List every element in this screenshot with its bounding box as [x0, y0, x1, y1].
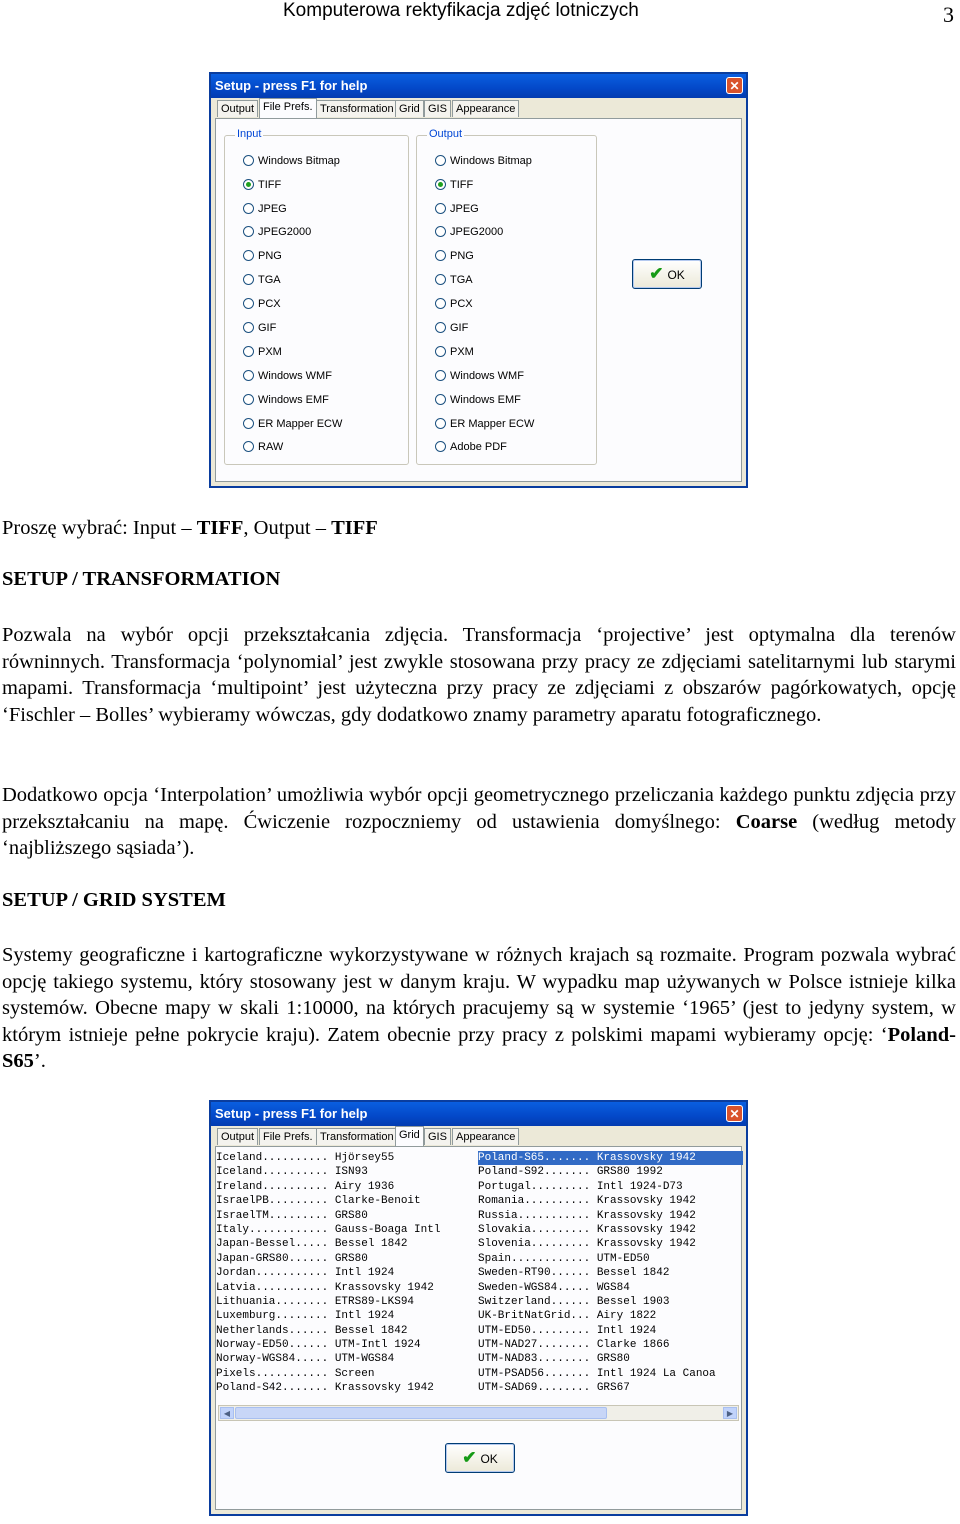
radio-label: Windows Bitmap — [258, 155, 340, 167]
tab-panel — [215, 118, 742, 482]
radio-circle-icon — [243, 298, 254, 309]
tab-appearance[interactable]: Appearance — [452, 1128, 519, 1145]
radio-circle-icon — [243, 394, 254, 405]
radio-circle-icon — [435, 370, 446, 381]
tab-output[interactable]: Output — [217, 100, 258, 117]
list-item[interactable]: IsraelPB......... Clarke-Benoit — [216, 1195, 421, 1208]
radio-circle-icon — [243, 418, 254, 429]
tab-output[interactable]: Output — [217, 1128, 258, 1145]
input-radio-er-mapper-ecw[interactable] — [243, 417, 342, 431]
input-radio-tga[interactable] — [243, 273, 281, 287]
radio-label: PCX — [450, 298, 473, 310]
list-item[interactable]: Poland-S92....... GRS80 1992 — [478, 1166, 663, 1179]
list-item[interactable]: Lithuania........ ETRS89-LKS94 — [216, 1295, 415, 1308]
list-item[interactable]: Norway-ED50...... UTM-Intl 1924 — [216, 1339, 421, 1352]
ok-label: OK — [480, 1452, 498, 1466]
input-radio-raw[interactable] — [243, 440, 283, 454]
list-item[interactable]: Spain............ UTM-ED50 — [478, 1252, 650, 1265]
section-heading-transformation: SETUP / TRANSFORMATION — [2, 568, 281, 590]
interpolation-paragraph — [2, 782, 956, 862]
tab-file-prefs[interactable]: File Prefs. — [259, 1128, 317, 1145]
ok-button[interactable] — [445, 1443, 515, 1473]
output-radio-jpeg[interactable] — [435, 202, 479, 216]
radio-label: Adobe PDF — [450, 441, 507, 453]
output-radio-tiff[interactable] — [435, 178, 473, 192]
radio-circle-icon — [435, 394, 446, 405]
input-radio-tiff[interactable] — [243, 178, 281, 192]
grid-system-list-left — [216, 1151, 478, 1396]
radio-label: Windows WMF — [258, 370, 332, 382]
list-item[interactable]: UK-BritNatGrid... Airy 1822 — [478, 1310, 657, 1323]
list-item[interactable]: Latvia........... Krassovsky 1942 — [216, 1281, 434, 1294]
radio-circle-icon — [435, 250, 446, 261]
list-item[interactable]: Ireland.......... Airy 1936 — [216, 1180, 395, 1193]
tab-transformation[interactable]: Transformation — [316, 1128, 398, 1145]
input-radio-pcx[interactable] — [243, 297, 281, 311]
dialog-title: Setup - press F1 for help — [215, 1106, 368, 1121]
scrollbar-thumb[interactable] — [235, 1407, 607, 1419]
radio-label: ER Mapper ECW — [258, 418, 343, 430]
list-item-selected[interactable]: Poland-S65....... Krassovsky 1942 — [478, 1151, 743, 1165]
input-radio-gif[interactable] — [243, 321, 276, 335]
output-radio-windows-bitmap[interactable] — [435, 154, 532, 168]
tab-transformation[interactable]: Transformation — [316, 100, 398, 117]
radio-label: JPEG — [450, 203, 479, 215]
radio-circle-icon — [435, 203, 446, 214]
dialog-title: Setup - press F1 for help — [215, 78, 368, 93]
output-radio-er-mapper-ecw[interactable] — [435, 417, 534, 431]
list-item[interactable]: Sweden-WGS84..... WGS84 — [478, 1281, 630, 1294]
input-radio-windows-wmf[interactable] — [243, 369, 332, 383]
list-item[interactable]: Jordan........... Intl 1924 — [216, 1267, 395, 1280]
list-item[interactable]: Switzerland...... Bessel 1903 — [478, 1295, 670, 1308]
tab-panel — [215, 1146, 742, 1510]
radio-circle-icon — [243, 155, 254, 166]
grid-system-list-right — [478, 1151, 743, 1396]
radio-label: PXM — [258, 346, 282, 358]
radio-label: GIF — [450, 322, 469, 334]
tab-grid[interactable]: Grid — [395, 1126, 424, 1146]
radio-label: ER Mapper ECW — [450, 418, 535, 430]
radio-circle-icon — [243, 274, 254, 285]
tab-gis[interactable]: GIS — [424, 100, 451, 117]
list-item[interactable]: Portugal......... Intl 1924-D73 — [478, 1180, 683, 1193]
dialog-title-bar — [211, 1102, 746, 1126]
radio-label: Windows EMF — [258, 394, 329, 406]
list-item[interactable]: Italy............ Gauss-Boaga Intl — [216, 1223, 441, 1236]
list-item[interactable]: Russia........... Krassovsky 1942 — [478, 1209, 696, 1222]
radio-label: TIFF — [258, 179, 282, 191]
radio-selected-icon — [243, 179, 254, 190]
radio-circle-icon — [243, 346, 254, 357]
radio-label: JPEG2000 — [450, 226, 504, 238]
scroll-right-icon[interactable]: ▶ — [723, 1407, 737, 1419]
bold-run: TIFF — [331, 517, 378, 539]
scroll-left-icon[interactable]: ◀ — [220, 1407, 234, 1419]
page-header-title: Komputerowa rektyfikacja zdjęć lotniczych — [283, 0, 639, 21]
radio-label: TIFF — [450, 179, 474, 191]
transformation-paragraph: Pozwala na wybór opcji przekształcania zdjęcia. Transformacja ‘projective’ jest optymalna dla terenów równinnych. Transformacja ‘polynomial’ jest zwykle stosowana przy pracy ze zdjęciami satelitarnymi lub starymi mapami. Transformacja ‘multipoint’ jest użyteczna przy pracy ze zdjęciami z obszarów pagórkowatych, opcję ‘Fischler – Bolles’ wybieramy wówczas, gdy dodatkowo znamy parametry aparatu fotograficznego. — [2, 624, 956, 726]
radio-circle-icon — [435, 418, 446, 429]
radio-label: Windows Bitmap — [450, 155, 532, 167]
radio-label: PXM — [450, 346, 474, 358]
radio-label: RAW — [258, 441, 284, 453]
radio-label: PNG — [450, 250, 474, 262]
input-radio-jpeg[interactable] — [243, 202, 287, 216]
tab-bar — [211, 1126, 746, 1146]
output-radio-windows-emf[interactable] — [435, 393, 521, 407]
list-item[interactable]: Netherlands...... Bessel 1842 — [216, 1324, 408, 1337]
list-item[interactable]: UTM-SAD69........ GRS67 — [478, 1382, 630, 1395]
text-run: Dodatkowo opcja ‘Interpolation’ umożliwia wybór opcji geometrycznego przeliczania każdego punktu zdjęcia przy przekształcaniu na mapę. Ćwiczenie rozpoczniemy od ustawienia domyślnego: — [2, 784, 956, 833]
page-number: 3 — [943, 2, 954, 27]
list-item[interactable]: UTM-ED50......... Intl 1924 — [478, 1324, 657, 1337]
horizontal-scrollbar[interactable] — [218, 1405, 739, 1421]
radio-circle-icon — [435, 274, 446, 285]
output-radio-tga[interactable] — [435, 273, 473, 287]
tab-grid[interactable]: Grid — [395, 100, 424, 117]
list-item[interactable]: UTM-NAD27........ Clarke 1866 — [478, 1339, 670, 1352]
tab-file-prefs[interactable]: File Prefs. — [259, 98, 317, 118]
radio-circle-icon — [435, 155, 446, 166]
radio-circle-icon — [435, 346, 446, 357]
output-radio-pxm[interactable] — [435, 345, 474, 359]
radio-circle-icon — [243, 226, 254, 237]
close-icon[interactable]: ✕ — [726, 1105, 743, 1122]
grid-system-paragraph — [2, 942, 956, 1075]
output-radio-jpeg2000[interactable] — [435, 225, 503, 239]
radio-circle-icon — [243, 250, 254, 261]
page-header — [0, 0, 960, 26]
bold-run: Poland-S65 — [2, 1023, 956, 1073]
input-radio-windows-bitmap[interactable] — [243, 154, 340, 168]
tab-appearance[interactable]: Appearance — [452, 100, 519, 117]
text-run: , Output – — [243, 517, 332, 539]
list-item[interactable]: Japan-GRS80...... GRS80 — [216, 1252, 368, 1265]
radio-label: PNG — [258, 250, 282, 262]
list-item[interactable]: Poland-S42....... Krassovsky 1942 — [216, 1382, 434, 1395]
list-item[interactable]: Slovakia......... Krassovsky 1942 — [478, 1223, 696, 1236]
list-item[interactable]: Sweden-RT90...... Bessel 1842 — [478, 1267, 670, 1280]
radio-label: Windows EMF — [450, 394, 521, 406]
output-radio-pcx[interactable] — [435, 297, 473, 311]
radio-label: PCX — [258, 298, 281, 310]
input-radio-pxm[interactable] — [243, 345, 282, 359]
radio-label: Windows WMF — [450, 370, 524, 382]
list-item[interactable]: Slovenia......... Krassovsky 1942 — [478, 1238, 696, 1251]
list-item[interactable]: Iceland.......... ISN93 — [216, 1166, 368, 1179]
section-heading-grid-system: SETUP / GRID SYSTEM — [2, 889, 226, 911]
input-radio-jpeg2000[interactable] — [243, 225, 311, 239]
list-item[interactable]: Japan-Bessel..... Bessel 1842 — [216, 1238, 408, 1251]
input-radio-png[interactable] — [243, 249, 282, 263]
text-run: (według metody ‘najbliższego sąsiada’). — [2, 810, 956, 860]
radio-circle-icon — [243, 203, 254, 214]
list-item[interactable]: UTM-NAD83........ GRS80 — [478, 1353, 630, 1366]
dialog-title-bar — [211, 74, 746, 98]
output-group — [416, 128, 597, 465]
radio-circle-icon — [435, 298, 446, 309]
setup-dialog-file-prefs — [209, 72, 748, 488]
tab-bar — [211, 98, 746, 118]
output-radio-windows-wmf[interactable] — [435, 369, 524, 383]
input-radio-windows-emf[interactable] — [243, 393, 329, 407]
radio-label: TGA — [258, 274, 281, 286]
checkmark-icon: ✔ — [462, 1448, 477, 1467]
instruction-paragraph — [2, 515, 956, 542]
ok-button[interactable] — [632, 259, 702, 289]
setup-dialog-grid — [209, 1100, 748, 1516]
list-item[interactable]: UTM-PSAD56....... Intl 1924 La Canoa — [478, 1367, 716, 1380]
list-item[interactable]: Iceland.......... Hjörsey55 — [216, 1152, 395, 1164]
list-item[interactable]: Norway-WGS84..... UTM-WGS84 — [216, 1353, 395, 1366]
bold-run: Coarse — [735, 810, 798, 833]
radio-label: JPEG — [258, 203, 287, 215]
input-group-label: Input — [237, 128, 262, 140]
list-item[interactable]: Pixels........... Screen — [216, 1367, 375, 1380]
radio-circle-icon — [435, 322, 446, 333]
output-group-label: Output — [429, 128, 463, 140]
bold-run: TIFF — [196, 517, 244, 539]
checkmark-icon: ✔ — [649, 264, 664, 283]
list-item[interactable]: Luxemburg........ Intl 1924 — [216, 1310, 395, 1323]
list-item[interactable]: Romania.......... Krassovsky 1942 — [478, 1195, 696, 1208]
radio-label: GIF — [258, 322, 277, 334]
radio-selected-icon — [435, 179, 446, 190]
radio-circle-icon — [435, 226, 446, 237]
tab-gis[interactable]: GIS — [424, 1128, 451, 1145]
input-group — [224, 128, 409, 465]
output-radio-adobe-pdf[interactable] — [435, 440, 507, 454]
list-item[interactable]: IsraelTM......... GRS80 — [216, 1209, 368, 1222]
text-run: Proszę wybrać: Input – — [2, 517, 197, 539]
radio-circle-icon — [243, 322, 254, 333]
text-run: Systemy geograficzne i kartograficzne wykorzystywane w różnych krajach są rozmaite. Program pozwala wybrać opcję takiego systemu, który stosowany jest w danym kraju. W wypadku map używanych w Polsce istnieje kilka systemów. Obecne mapy w skali 1:10000, na których pracujemy są w systemie ‘1965’ (jest to jedyny system, w którym istnieje pełne pokrycie kraju). Zatem obecnie przy pracy z polskimi mapami wybieramy opcję: ‘ — [2, 944, 956, 1046]
radio-label: TGA — [450, 274, 473, 286]
output-radio-png[interactable] — [435, 249, 474, 263]
text-run: ’. — [33, 1050, 46, 1073]
close-icon[interactable]: ✕ — [726, 77, 743, 94]
output-radio-gif[interactable] — [435, 321, 468, 335]
radio-circle-icon — [243, 370, 254, 381]
radio-circle-icon — [243, 441, 254, 452]
ok-label: OK — [667, 268, 685, 282]
radio-label: JPEG2000 — [258, 226, 312, 238]
radio-circle-icon — [435, 441, 446, 452]
